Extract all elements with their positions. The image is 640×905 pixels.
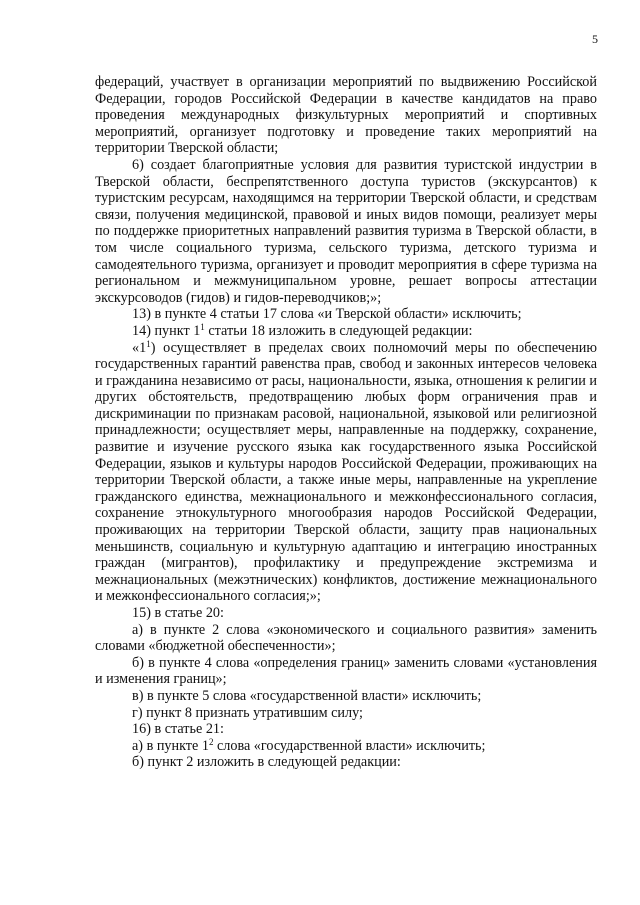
item-16a-text-end: слова «государственной власти» исключить;: [213, 737, 486, 754]
paragraph-continuation: федераций, участвует в организации мероприятий по выдвижению Российской Федерации, городов Российской Федерации в качестве кандидатов на право проведения международных физкультурных мероприятий и спортивных мероприятий, организует подготовку и проведение таких мероприятий на территории Тверской области;: [95, 74, 597, 157]
paragraph-item-15: 15) в статье 20:: [132, 605, 224, 621]
paragraph-item-16a: [95, 738, 597, 755]
quote-text-start: «1: [132, 339, 147, 356]
page-number: 5: [592, 32, 598, 46]
paragraph-item-16b: б) пункт 2 изложить в следующей редакции:: [132, 754, 401, 771]
paragraph-item-14: [95, 323, 597, 340]
item-14-superscript: 1: [200, 321, 205, 332]
paragraph-item-15d: г) пункт 8 признать утратившим силу;: [132, 704, 363, 721]
paragraph-item-15a: а) в пункте 2 слова «экономического и социального развития» заменить словами «бюджетной обеспеченности»;: [95, 621, 597, 655]
item-14-text-end: статьи 18 изложить в следующей редакции:: [204, 322, 473, 339]
paragraph-item-15b: б) в пункте 4 слова «определения границ» заменить словами «установления и изменения границ»;: [95, 654, 597, 688]
paragraph-item-13: 13) в пункте 4 статьи 17 слова «и Тверской области» исключить;: [132, 306, 522, 323]
paragraph-item-6: 6) создает благоприятные условия для развития туристской индустрии в Тверской области, беспрепятственного доступа туристов (экскурсантов) к туристским ресурсам, находящимся на территории Тверской области, и средствам связи, получения медицинской, правовой и иных видов помощи, реализует меры по поддержке приоритетных направлений развития туризма в Тверской области, в том числе социального туризма, сельского туризма, детского туризма и самодеятельного туризма, организует и проводит мероприятия в сфере туризма на региональном и межмуниципальном уровне, решает вопросы аттестации экскурсоводов (гидов) и гидов-переводчиков;»;: [95, 156, 597, 306]
item-16a-superscript: 2: [208, 736, 214, 747]
paragraph-item-15c: в) в пункте 5 слова «государственной власти» исключить;: [132, 687, 482, 704]
document-body: [95, 74, 597, 771]
quote-superscript: 1: [146, 338, 151, 349]
item-16a-text-start: а) в пункте 1: [132, 737, 209, 754]
paragraph-item-14-quote: [95, 340, 597, 606]
item-14-text-start: 14) пункт 1: [132, 322, 201, 339]
quote-text-end: ) осуществляет в пределах своих полномочий меры по обеспечению государственных гарантий равенства прав, свобод и законных интересов человека и гражданина независимо от расы, национальности, языка, отношения к религии и других обстоятельств, предотвращению любых форм ограничения прав и дискриминации по признакам расовой, национальной, языковой или религиозной принадлежности; осуществляет меры, направленные на поддержку, сохранение, развитие и изучение русского языка как государственного языка Российской Федерации, языков и культуры народов Российской Федерации, проживающих на территории Тверской области, а также иные меры, направленные на укрепление гражданского единства, межнационального и межконфессионального согласия, сохранение этнокультурного многообразия народов Российской Федерации, проживающих на территории Тверской области, защиту прав национальных меньшинств, социальную и культурную адаптацию и интеграцию иностранных граждан (мигрантов), профилактику и предупреждение экстремизма и межнациональных (межэтнических) конфликтов, достижение межнационального и межконфессионального согласия;»;: [95, 339, 597, 605]
paragraph-item-16: 16) в статье 21:: [132, 721, 224, 738]
